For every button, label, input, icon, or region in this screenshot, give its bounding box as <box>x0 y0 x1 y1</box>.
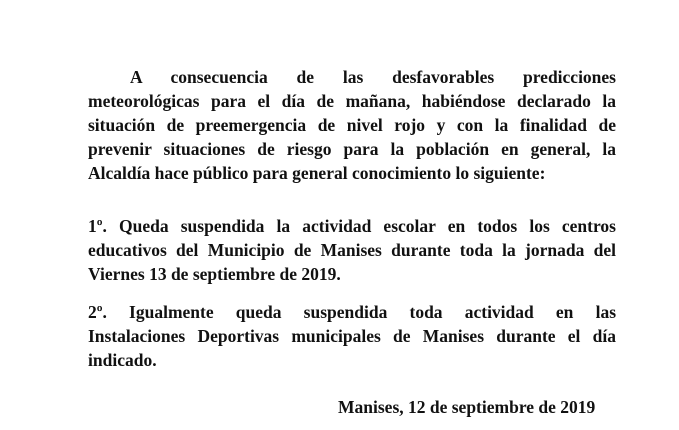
item-2-line: indicado. <box>88 350 157 370</box>
item-1-line: 1º. Queda suspendida la actividad escolar en todos los centros <box>88 216 616 236</box>
intro-line: prevenir situaciones de riesgo para la población en general, la <box>88 139 616 159</box>
intro-line: A consecuencia de las desfavorables predicciones <box>130 67 616 87</box>
place-date-signature: Manises, 12 de septiembre de 2019 <box>338 397 596 417</box>
intro-line: meteorológicas para el día de mañana, habiéndose declarado la <box>88 91 616 111</box>
item-2-line: Instalaciones Deportivas municipales de Manises durante el día <box>88 326 616 346</box>
intro-line: Alcaldía hace público para general conocimiento lo siguiente: <box>88 163 546 183</box>
item-2-line: 2º. Igualmente queda suspendida toda actividad en las <box>88 302 616 322</box>
item-1-line: educativos del Municipio de Manises durante toda la jornada del <box>88 240 616 260</box>
item-1-line: Viernes 13 de septiembre de 2019. <box>88 264 341 284</box>
intro-line: situación de preemergencia de nivel rojo y con la finalidad de <box>88 115 616 135</box>
